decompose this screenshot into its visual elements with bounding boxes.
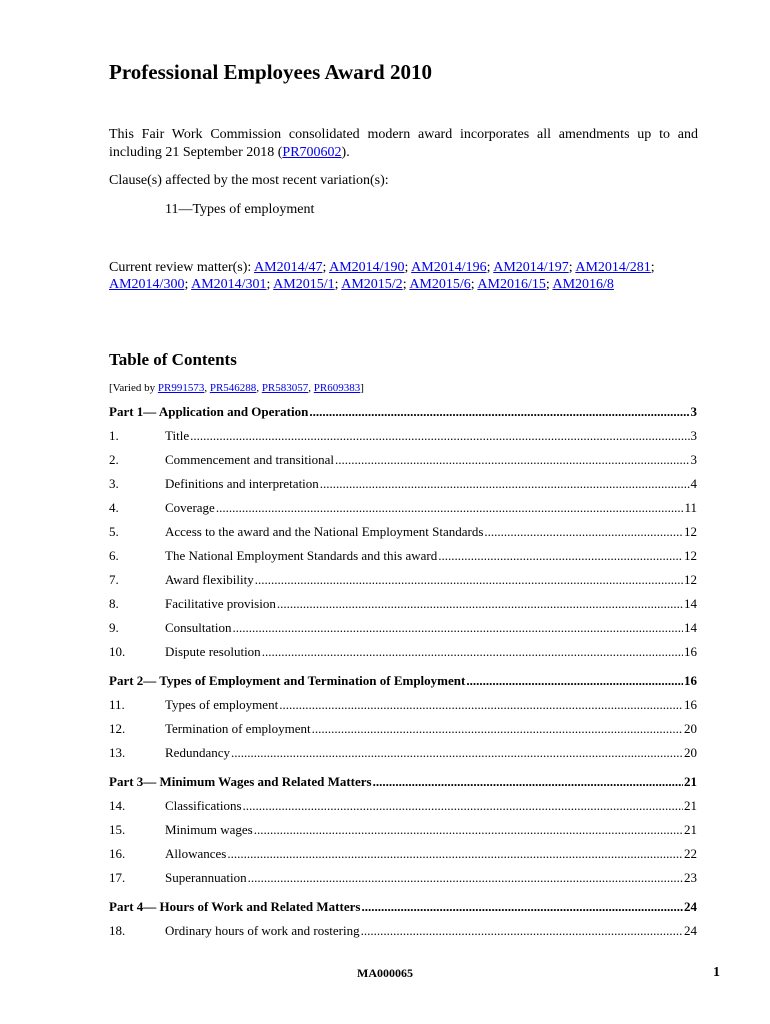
- toc-entry-label: Part 2— Types of Employment and Termination of Employment: [109, 673, 466, 688]
- toc-clause-entry[interactable]: [109, 620, 697, 644]
- toc-entry-page: 21: [684, 822, 697, 837]
- review-matter-link[interactable]: AM2015/2: [341, 277, 403, 292]
- toc-entry-page: 21: [684, 774, 697, 789]
- toc-entry-page: 16: [684, 697, 697, 712]
- toc-dot-leader: [361, 923, 683, 939]
- toc-entry-page: 12: [684, 548, 697, 563]
- review-matter-link[interactable]: AM2014/300: [109, 277, 185, 292]
- toc-entry-page: 20: [684, 721, 697, 736]
- toc-clause-entry[interactable]: [109, 721, 697, 745]
- toc-entry-page: 12: [684, 572, 697, 587]
- toc-clause-entry[interactable]: [109, 572, 697, 596]
- review-label: Current review matter(s):: [109, 260, 255, 275]
- review-matter-link[interactable]: AM2014/196: [411, 260, 487, 275]
- footer-page-number: 1: [713, 965, 720, 980]
- toc-clause-entry[interactable]: [109, 548, 697, 572]
- toc-entry-number: 13.: [109, 745, 126, 760]
- toc-entry-number: 2.: [109, 452, 119, 467]
- toc-dot-leader: [373, 774, 683, 790]
- review-matter-link[interactable]: AM2016/8: [552, 277, 614, 292]
- varied-end: ]: [360, 382, 364, 394]
- toc-dot-leader: [227, 846, 683, 862]
- toc-entry-label: Allowances: [165, 846, 227, 861]
- toc-varied-by: [Varied by PR991573, PR546288, PR583057, PR609383]: [109, 382, 364, 394]
- toc-part-entry[interactable]: [109, 404, 697, 428]
- toc-entry-label: Ordinary hours of work and rostering: [165, 923, 360, 938]
- toc-entry-number: 6.: [109, 548, 119, 563]
- toc-entry-label: Termination of employment: [165, 721, 311, 736]
- toc-entry-label: Part 4— Hours of Work and Related Matters: [109, 899, 361, 914]
- toc-dot-leader: [216, 500, 684, 516]
- toc-dot-leader: [248, 870, 683, 886]
- toc-entry-label: Definitions and interpretation: [165, 476, 319, 491]
- toc-dot-leader: [277, 596, 683, 612]
- toc-clause-entry[interactable]: [109, 697, 697, 721]
- intro-paragraph: [109, 126, 698, 162]
- toc-entry-number: 5.: [109, 524, 119, 539]
- toc-dot-leader: [232, 620, 683, 636]
- toc-part-entry[interactable]: [109, 899, 697, 923]
- toc-entry-page: 14: [684, 620, 697, 635]
- toc-entry-page: 16: [684, 644, 697, 659]
- toc-entry-number: 17.: [109, 870, 126, 885]
- toc-dot-leader: [466, 673, 683, 689]
- toc-entry-label: Coverage: [165, 500, 215, 515]
- toc-dot-leader: [243, 798, 683, 814]
- review-matter-link[interactable]: AM2015/6: [409, 277, 471, 292]
- varied-by-link[interactable]: PR583057: [261, 382, 309, 394]
- toc-entry-number: 4.: [109, 500, 119, 515]
- toc-entry-label: Classifications: [165, 798, 242, 813]
- toc-entry-number: 18.: [109, 923, 126, 938]
- toc-part-entry[interactable]: [109, 774, 697, 798]
- clauses-affected-label: Clause(s) affected by the most recent variation(s):: [109, 173, 389, 188]
- toc-entry-page: 3: [690, 428, 697, 443]
- review-matter-link[interactable]: AM2014/47: [254, 260, 323, 275]
- toc-entry-page: 3: [690, 404, 697, 419]
- varied-by-link[interactable]: PR609383: [313, 382, 361, 394]
- toc-entry-number: 3.: [109, 476, 119, 491]
- toc-clause-entry[interactable]: [109, 870, 697, 894]
- toc-entry-number: 9.: [109, 620, 119, 635]
- toc-part-entry[interactable]: [109, 673, 697, 697]
- toc-entry-page: 16: [684, 673, 697, 688]
- toc-entry-label: Award flexibility: [165, 572, 254, 587]
- toc-dot-leader: [361, 899, 683, 915]
- toc-entry-label: Superannuation: [165, 870, 247, 885]
- toc-dot-leader: [484, 524, 683, 540]
- toc-entry-label: Part 1— Application and Operation: [109, 404, 309, 419]
- toc-entry-label: Consultation: [165, 620, 232, 635]
- intro-text-end: ).: [341, 145, 350, 160]
- toc-dot-leader: [231, 745, 683, 761]
- toc-entry-number: 16.: [109, 846, 126, 861]
- toc-clause-entry[interactable]: [109, 500, 697, 524]
- toc-entry-number: 10.: [109, 644, 126, 659]
- toc-entry-label: Minimum wages: [165, 822, 253, 837]
- toc-clause-entry[interactable]: [109, 745, 697, 769]
- toc-clause-entry[interactable]: [109, 822, 697, 846]
- toc-clause-entry[interactable]: [109, 428, 697, 452]
- toc-entry-number: 11.: [109, 697, 125, 712]
- toc-entry-label: Dispute resolution: [165, 644, 261, 659]
- toc-heading: Table of Contents: [109, 350, 237, 369]
- varied-by-link[interactable]: PR546288: [209, 382, 257, 394]
- toc-clause-entry[interactable]: [109, 644, 697, 668]
- review-matter-link[interactable]: AM2016/15: [477, 277, 546, 292]
- document-title: Professional Employees Award 2010: [109, 60, 432, 84]
- toc-clause-entry[interactable]: [109, 452, 697, 476]
- toc-entry-label: Commencement and transitional: [165, 452, 334, 467]
- toc-entry-number: 8.: [109, 596, 119, 611]
- table-of-contents: [109, 404, 697, 947]
- review-matter-link[interactable]: AM2014/190: [329, 260, 405, 275]
- toc-clause-entry[interactable]: [109, 476, 697, 500]
- toc-entry-page: 21: [684, 798, 697, 813]
- toc-entry-number: 14.: [109, 798, 126, 813]
- varied-by-link[interactable]: PR991573: [157, 382, 205, 394]
- toc-clause-entry[interactable]: [109, 596, 697, 620]
- review-matter-link[interactable]: AM2014/281: [575, 260, 651, 275]
- toc-dot-leader: [254, 822, 683, 838]
- toc-entry-page: 11: [684, 500, 697, 515]
- toc-dot-leader: [255, 572, 683, 588]
- intro-text: This Fair Work Commission consolidated modern award incorporates all amendments up to and including 21 September 2018 (: [109, 127, 698, 160]
- toc-clause-entry[interactable]: [109, 798, 697, 822]
- clause-affected-item: 11—Types of employment: [165, 202, 315, 217]
- toc-entry-label: The National Employment Standards and this award: [165, 548, 438, 563]
- toc-dot-leader: [309, 404, 689, 420]
- toc-dot-leader: [312, 721, 683, 737]
- review-matter-link[interactable]: AM2014/197: [493, 260, 569, 275]
- intro-pr-link[interactable]: PR700602: [282, 145, 342, 160]
- review-matter-link[interactable]: AM2014/301: [191, 277, 267, 292]
- toc-entry-label: Access to the award and the National Employment Standards: [165, 524, 484, 539]
- toc-entry-page: 4: [690, 476, 697, 491]
- toc-dot-leader: [320, 476, 690, 492]
- toc-dot-leader: [279, 697, 683, 713]
- review-matters: Current review matter(s): AM2014/47; AM2014/190; AM2014/196; AM2014/197; AM2014/281; AM2014/300; AM2014/301; AM2015/1; AM2015/2; AM2015/6; AM2016/15; AM2016/8: [109, 260, 655, 292]
- toc-entry-label: Part 3— Minimum Wages and Related Matters: [109, 774, 372, 789]
- toc-entry-page: 3: [690, 452, 697, 467]
- varied-label: [Varied by: [109, 382, 158, 394]
- toc-entry-label: Title: [165, 428, 190, 443]
- toc-entry-page: 22: [684, 846, 697, 861]
- toc-entry-page: 12: [684, 524, 697, 539]
- toc-entry-number: 12.: [109, 721, 126, 736]
- toc-entry-number: 15.: [109, 822, 126, 837]
- toc-dot-leader: [262, 644, 683, 660]
- toc-entry-label: Facilitative provision: [165, 596, 276, 611]
- toc-clause-entry[interactable]: [109, 524, 697, 548]
- toc-entry-page: 14: [684, 596, 697, 611]
- toc-entry-label: Redundancy: [165, 745, 230, 760]
- toc-entry-page: 24: [684, 923, 697, 938]
- toc-entry-page: 23: [684, 870, 697, 885]
- review-matter-link[interactable]: AM2015/1: [273, 277, 335, 292]
- toc-dot-leader: [438, 548, 683, 564]
- toc-entry-page: 24: [684, 899, 697, 914]
- toc-entry-number: 1.: [109, 428, 119, 443]
- toc-clause-entry[interactable]: [109, 923, 697, 947]
- toc-dot-leader: [190, 428, 689, 444]
- toc-entry-page: 20: [684, 745, 697, 760]
- footer-award-code: MA000065: [357, 966, 413, 980]
- toc-clause-entry[interactable]: [109, 846, 697, 870]
- toc-dot-leader: [335, 452, 690, 468]
- toc-entry-number: 7.: [109, 572, 119, 587]
- toc-entry-label: Types of employment: [165, 697, 279, 712]
